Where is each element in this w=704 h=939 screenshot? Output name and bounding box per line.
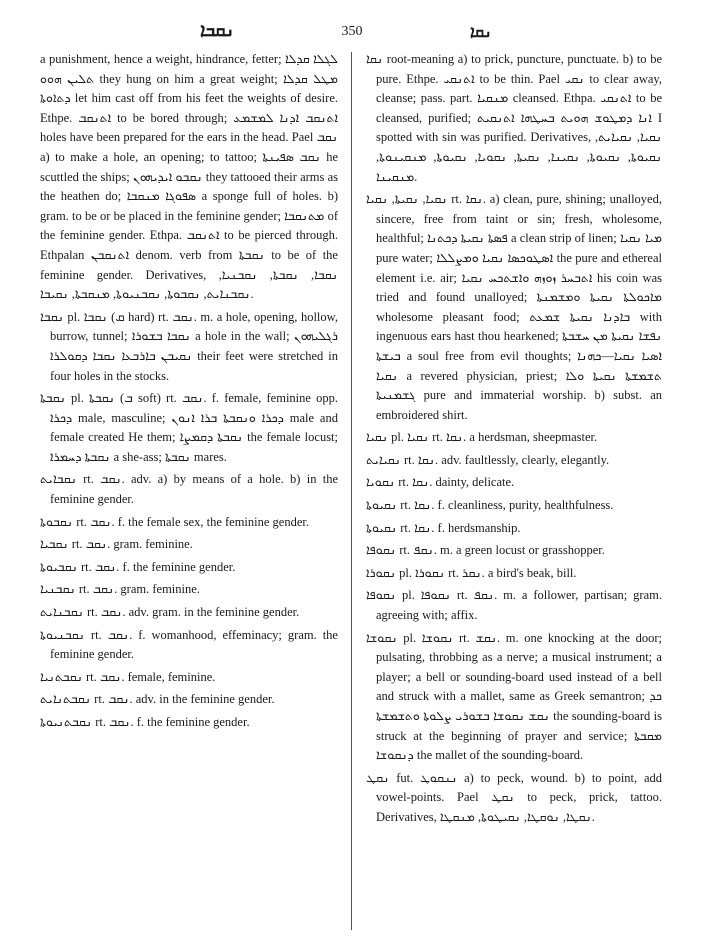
page-number: 350: [341, 24, 363, 39]
dictionary-entry: ܢܩܒܐܝܬ rt. ܢܩܒ. adv. a) by means of a hole. b) in the feminine gender.: [40, 472, 338, 507]
dictionary-entry: ܢܩܘܦܐ pl. ܢܩܘܦܐ rt. ܢܩܦ. m. a follower, partisan; gram. agreeing with; affix.: [366, 588, 662, 623]
dictionary-entry: ܢܩܝܘܬܐ rt. ܢܩܐ. f. herdsmanship.: [366, 520, 521, 535]
dictionary-entry: ܢܩܒܝܐ rt. ܢܩܒ. gram. feminine.: [40, 537, 193, 552]
dictionary-entry: ܢܩܒܬܢܝܘܬܐ rt. ܢܩܒ. f. the feminine gender.: [40, 715, 250, 729]
header-right-word: ܢܩܐ: [470, 24, 492, 41]
dictionary-entry: ܢܩܒܢܐܝܬ rt. ܢܩܒ. adv. gram. in the feminine gender.: [40, 605, 300, 620]
dictionary-entry: ܢܩܒܐ pl. ܢܩܒܐ (ܩ hard) rt. ܢܩܒ. m. a hole, opening, hollow, burrow, tunnel; ܢܩܒܐ ܒܫܘܪܐ a hole in the wall; ܪܓܠܝܗܘܢ ܢܩܝܒܢ ܒܐܪܒܥܐ ܢܩܒܐ ܕܩܘܠܪܐ their feet were stretched in four holes in the stocks.: [40, 309, 338, 383]
dictionary-entry: ܢܩܒܬܐ pl. ܢܩܒܬܐ (ܒ soft) rt. ܢܩܒ. f. female, feminine opp. ܕܟܪܐ male, masculine; ܕܟܪܐ ܘܢܩܒܬܐ ܒܪܐ ܐܢܘܢ male and female created He them; ܢܩܒܬܐ ܕܩܡܨܐ the female locust; ܢܩܒܬܐ ܕܚܡܪܐ a she-ass; ܢܩܒܬܐ mares.: [40, 391, 338, 464]
dictionary-entry: ܢܩܒܢܝܘܬܐ rt. ܢܩܒ. f. womanhood, effeminacy; gram. the feminine gender.: [40, 627, 338, 662]
dictionary-entry: ܢܩܝܘܬܐ rt. ܢܩܐ. f. cleanliness, purity, healthfulness.: [366, 498, 614, 513]
dictionary-entry: ܢܩܒܬܢܝܐ rt. ܢܩܒ. female, feminine.: [40, 669, 216, 684]
dictionary-entry: ܢܩܛ fut. ܢܢܩܘܛ a) to peck, wound. b) to point, add vowel-points. Pael ܢܩܛ to peck, prick, tattoo. Derivatives, ܢܩܛܐ, ܢܘܩܛܐ, ܢܩܝܛܘܬܐ, ܡܢܩܛܐ.: [366, 770, 662, 824]
dictionary-entry: ܢܩܘܦܐ rt. ܢܩܦ. m. a green locust or grasshopper.: [366, 543, 605, 558]
page-header: [0, 20, 704, 48]
dictionary-entry: a punishment, hence a weight, hindrance, fetter; ܠܓܠܐ ܩܕܠܐ ܬܠܝܢ ܗܘܘ they hung on him a great weight; ܡܛܠ ܩܕܠܐ ܕܬܐܘܬܐ let him cast off from his feet the weights of desire. Ethpe. ܐܬܢܩܒ to be bored through; ܐܬܢܩܒ ܐܕܢܐ ܠܡܫܡܥ holes have been prepared for the ears in the head. Pael ܢܩܒ a) to make a hole, an opening; to tattoo; ܢܩܒ ܣܦܝܢܬܐ he scuttled the ships; ܢܩܒܘ ܐܝܕܝܗܘܢ they tattooed their arms as the heathen do; ܣܦܘܓܐ ܡܢܩܒܐ a sponge full of holes. b) gram. to be or be placed in the feminine gender; ܡܬܢܩܒܐ of the feminine gender. Ethpa. ܐܬܢܩܒ to be pierced through. Ethpalan ܐܬܢܩܒܢ denom. verb from ܢܩܒܬܐ to be of the feminine gender. Derivatives, ܢܩܒܐ, ܢܩܒܬܐ, ܢܩܒܢܝܐ, ܢܩܒܢܐܝܬ, ܢܩܒܘܬܐ, ܢܩܒܢܝܘܬܐ, ܡܢܩܒܬܐ, ܢܩܝܒܐ.: [40, 52, 338, 302]
dictionary-entry: ܢܩܒܝܘܬܐ rt. ܢܩܒ. f. the feminine gender.: [40, 559, 236, 574]
dictionary-entry: ܢܩܐ root-meaning a) to prick, puncture, punctuate. b) to be pure. Ethpe. ܐܬܢܩܝ to be thin. Pael ܢܩܝ to clear away, cleanse; pass. part. ܡܢܩܝܐ cleansed. Ethpa. ܐܬܢܩܝ to be cleansed, purified; ܐܢܐ ܕܡܛܘܫ ܗܘܝܬ ܒܚܛܗܐ ܐܬܢܩܝܬ I spotted with sin was purified. Derivatives, ܢܩܝܐ, ܢܩܝܐܝܬ, ܢܩܝܘܬܐ, ܢܩܝܘܬܐ, ܢܩܝܢܐ, ܢܩܝܬܐ, ܢܩܘܝܐ, ܢܩܝܘܬܐ, ܡܢܩܝܢܘܬܐ, ܡܢܩܝܢܐ.: [366, 52, 662, 184]
dictionary-entry: ܢܩܒܢܝܐ rt. ܢܩܒ. gram. feminine.: [40, 582, 200, 597]
dictionary-entry: ܢܩܘܪܐ pl. ܢܩܘܪܐ rt. ܢܩܪ. a bird's beak, bill.: [366, 565, 577, 580]
column-divider: [351, 52, 352, 930]
dictionary-entry: ܢܩܘܫܐ pl. ܢܩܘܫܐ rt. ܢܩܫ. m. one knocking at the door; pulsating, throbbing as a nerve; a musical instrument; a player; a bell or sounding-board used instead of a bell and struck with a mallet, same as Greek semantron; ܟܕ ܢܩܫ ܢܩܘܫܐ ܒܫܘܪܝ ܨܠܘܬܐ ܘܬܫܡܫܬܐ the sounding-board is struck at the beginning of prayer and service; ܡܩܒܬܐ ܕܢܩܘܫܐ the mallet of the sounding-board.: [366, 630, 662, 763]
dictionary-entry: ܢܩܒܘܬܐ rt. ܢܩܒ. f. the female sex, the feminine gender.: [40, 514, 309, 529]
left-column: [40, 50, 338, 930]
header-left-word: ܢܩܒܐ: [200, 20, 235, 40]
dictionary-entry: ܢܩܒܬܢܐܝܬ rt. ܢܩܒ. adv. in the feminine gender.: [40, 692, 275, 707]
right-column: [366, 50, 662, 930]
dictionary-entry: ܢܩܝܐܝܬ rt. ܢܩܐ. adv. faultlessly, clearly, elegantly.: [366, 452, 610, 467]
dictionary-entry: ܢܩܝܐ pl. ܢܩܝܐ rt. ܢܩܐ. a herdsman, sheepmaster.: [366, 430, 598, 445]
dictionary-entry: ܢܩܝܐ, ܢܩܝܬܐ, ܢܩܝܐ rt. ܢܩܐ. a) clean, pure, shining; unalloyed, sincere, free from taint or sin; fresh, wholesome, healthful; ܦܣܬܐ ܢܩܝܬܐ ܕܟܬܢܐ a clean strip of linen; ܡܝܐ ܢܩܝܐ pure water; ܐܣܛܘܟܣܐ ܢܩܝܐ ܘܡܨܠܠܐ the pure and ethereal element i.e. air; ܐܬܒܚܪ ܙܘܙܗ ܘܐܫܬܟܚ ܢܩܝܐ his coin was tried and found unalloyed; ܡܐܟܘܠܬܐ ܢܩܝܬܐ ܘܡܫܡܢܬܐ wholesome pleasant food; ܒܐܕܢܐ ܢܩܝܬܐ ܫܡܥܬ with ingenuous ears hast thou hearkened; ܢܦܫܐ ܢܩܝܬܐ ܡܢ ܚܫܒܬܐ ܒܝܫܬܐ a soul free from evil thoughts; ܐܣܝܐ ܢܩܝܐ—ܟܗܢܐ ܢܩܝܐ a revered physician, priest; ܬܫܡܫܬܐ ܢܩܝܬܐ ܘܠܐ ܓܫܡܢܝܬܐ pure and immaterial worship. b) subst. an embroidered shirt.: [366, 192, 662, 422]
dictionary-entry: ܢܩܘܝܐ rt. ܢܩܐ. dainty, delicate.: [366, 475, 515, 490]
